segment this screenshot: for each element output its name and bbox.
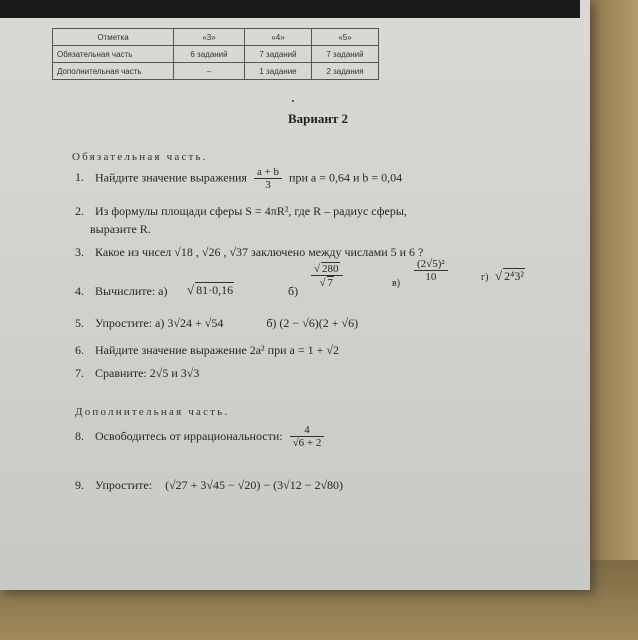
table-cell: 7 заданий: [312, 46, 379, 63]
task-text: Найдите значение выражения: [95, 170, 247, 185]
task-4: [75, 258, 555, 302]
task-expression: (√27 + 3√45 − √20) − (3√12 − 2√80): [165, 478, 344, 492]
task-text: выразите R.: [90, 222, 151, 236]
fraction-denominator: 3: [265, 179, 271, 191]
root-sign-icon: √: [187, 282, 195, 297]
table-cell: 2 задания: [312, 63, 379, 80]
task-number: 2.: [75, 204, 84, 218]
root-sign-icon: √: [495, 268, 503, 283]
task-text: Какое из чисел √18 , √26 , √37 заключено между числами 5 и 6 ?: [95, 245, 424, 259]
task-9: [75, 478, 343, 493]
table-header: «4»: [245, 29, 312, 46]
task-number: 6.: [75, 343, 84, 357]
table-header: Отметка: [53, 29, 174, 46]
fraction-denominator: √6 + 2: [292, 437, 322, 449]
radicand: 81·0,16: [196, 283, 234, 297]
task-text: Найдите значение выражение 2a² при a = 1 + √2: [95, 343, 339, 357]
radicand: 7: [327, 277, 334, 289]
section-required-heading: Обязательная часть.: [72, 151, 208, 163]
table-cell: 6 заданий: [174, 46, 245, 63]
table-cell: 7 заданий: [245, 46, 312, 63]
task-number: 5.: [75, 316, 84, 330]
task-text: Вычислите: а): [95, 284, 168, 298]
task-text: Упростите:: [95, 478, 153, 492]
task-1: [75, 166, 402, 191]
fraction-numerator: √ 280: [311, 262, 343, 276]
fraction-numerator: 4: [290, 424, 325, 437]
fraction: [414, 258, 448, 283]
fraction-denominator: √ 7: [319, 277, 334, 289]
task-number: 8.: [75, 429, 84, 443]
task-5: [75, 316, 358, 331]
fraction-numerator: (2√5)²: [414, 258, 448, 271]
part-label: г): [481, 272, 489, 283]
fraction: [254, 166, 282, 191]
task-text: Освободитесь от иррациональности:: [95, 429, 283, 443]
task-text: Сравните: 2√5 и 3√3: [95, 366, 200, 380]
table-cell: Обязательная часть: [53, 46, 174, 63]
radical-expression: [187, 282, 234, 298]
fraction-denominator: 10: [425, 271, 437, 283]
radicand: 2⁴3²: [504, 269, 524, 283]
section-extra-heading: Дополнительная часть.: [75, 406, 230, 418]
task-number: 1.: [75, 170, 84, 185]
fraction: [290, 424, 325, 449]
task-3: [75, 245, 423, 260]
task-number: 4.: [75, 284, 84, 298]
sheet-top-edge: [0, 0, 580, 18]
ink-dot: [292, 100, 294, 102]
table-header: «5»: [312, 29, 379, 46]
radicand: 280: [322, 263, 339, 275]
table-header: «3»: [174, 29, 245, 46]
task-number: 3.: [75, 245, 84, 259]
task-2: [75, 204, 407, 219]
table-cell: –: [174, 63, 245, 80]
table-row: [53, 46, 379, 63]
radical-expression: [495, 268, 525, 284]
task-part-b: б) (2 − √6)(2 + √6): [266, 316, 359, 330]
table-row: [53, 29, 379, 46]
grades-table: [52, 28, 379, 80]
task-number: 9.: [75, 478, 84, 492]
table-row: [53, 63, 379, 80]
task-7: [75, 366, 199, 381]
task-2-continued: [90, 222, 151, 237]
part-label: б): [288, 284, 299, 298]
task-number: 7.: [75, 366, 84, 380]
task-condition: при a = 0,64 и b = 0,04: [289, 170, 403, 185]
fraction: [311, 262, 343, 289]
task-text: Из формулы площади сферы S = 4πR², где R – радиус сферы,: [95, 204, 407, 218]
task-6: [75, 343, 339, 358]
fraction-numerator: a + b: [254, 166, 282, 179]
task-8: [75, 424, 328, 449]
variant-title: Вариант 2: [288, 111, 349, 126]
part-label: в): [392, 278, 401, 289]
table-cell: 1 задание: [245, 63, 312, 80]
task-text: Упростите: а) 3√24 + √54: [95, 316, 224, 330]
table-cell: Дополнительная часть: [53, 63, 174, 80]
